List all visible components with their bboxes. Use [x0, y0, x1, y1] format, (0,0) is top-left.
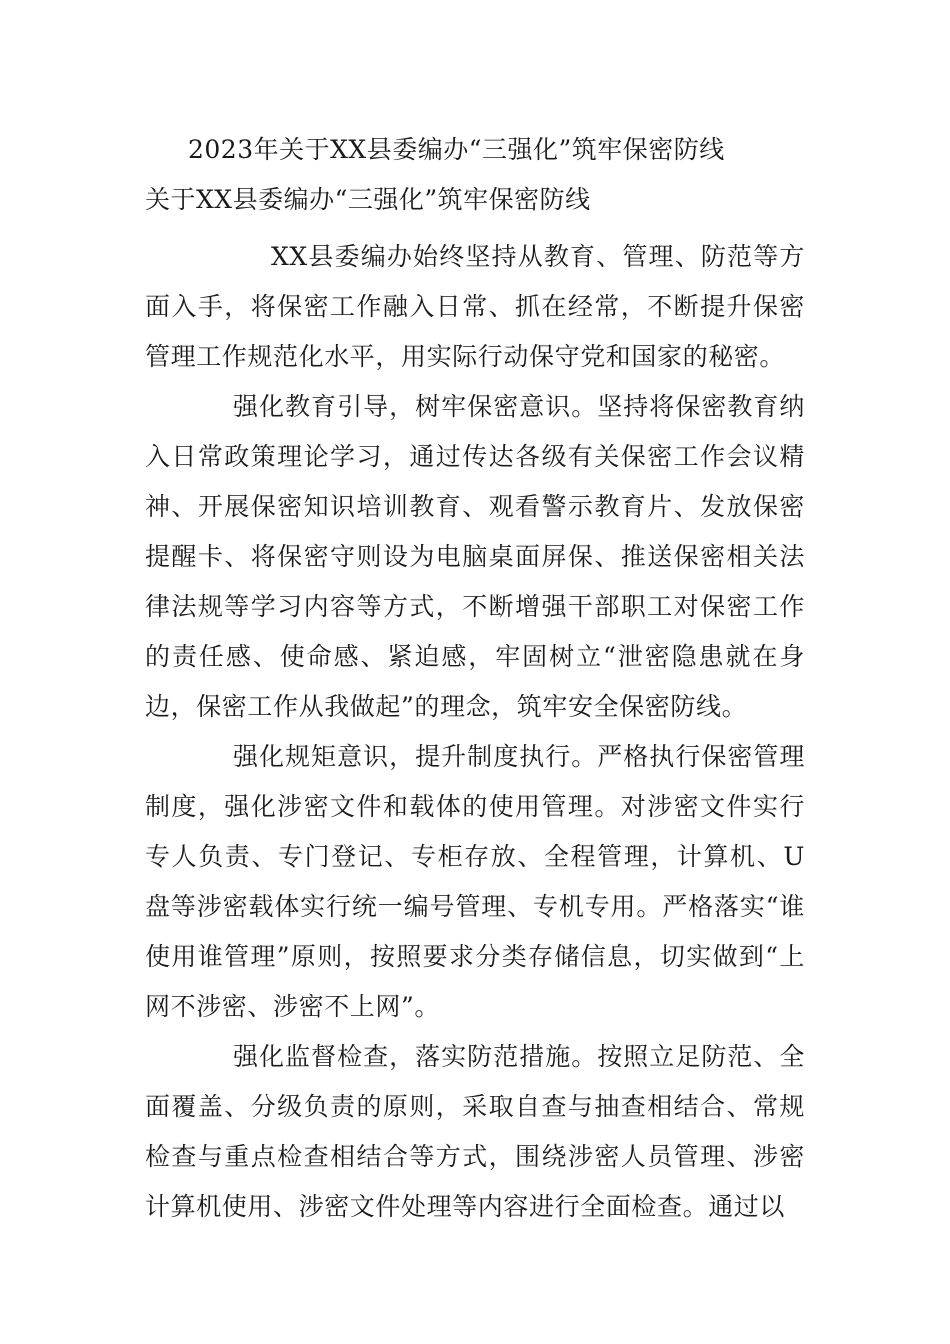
document-title: 2023年关于XX县委编办“三强化”筑牢保密防线 [188, 135, 725, 164]
paragraph-supervision: 强化监督检查，落实防范措施。按照立足防范、全面覆盖、分级负责的原则，采取自查与抽查相结合、常规检查与重点检查相结合等方式，围绕涉密人员管理、涉密计算机使用、涉密文件处理等内容进行全面检查。通过以 [145, 1042, 805, 1221]
paragraph-education: 强化教育引导，树牢保密意识。坚持将保密教育纳入日常政策理论学习，通过传达各级有关保密工作会议精神、开展保密知识培训教育、观看警示教育片、发放保密提醒卡、将保密守则设为电脑桌面屏保、推送保密相关法律法规等学习内容等方式，不断增强干部职工对保密工作的责任感、使命感、紧迫感，牢固树立“泄密隐患就在身边，保密工作从我做起”的理念，筑牢安全保密防线。 [145, 392, 805, 721]
paragraph-intro: XX县委编办始终坚持从教育、管理、防范等方面入手，将保密工作融入日常、抓在经常，不断提升保密管理工作规范化水平，用实际行动保守党和国家的秘密。 [145, 242, 805, 371]
paragraph-rules: 强化规矩意识，提升制度执行。严格执行保密管理制度，强化涉密文件和载体的使用管理。对涉密文件实行专人负责、专门登记、专柜存放、全程管理，计算机、U盘等涉密载体实行统一编号管理、专机专用。严格落实“谁使用谁管理”原则，按照要求分类存储信息，切实做到“上网不涉密、涉密不上网”。 [145, 742, 805, 1021]
document-subtitle: 关于XX县委编办“三强化”筑牢保密防线 [145, 185, 591, 214]
document-body [145, 232, 805, 1232]
